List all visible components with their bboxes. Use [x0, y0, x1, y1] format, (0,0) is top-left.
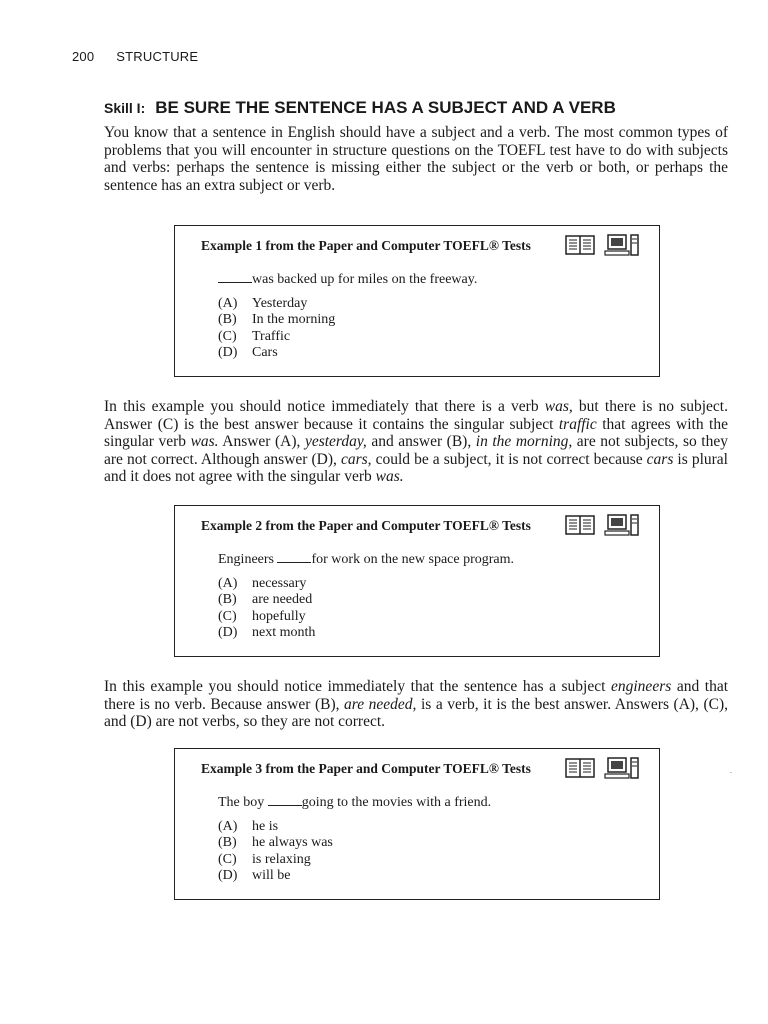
skill-heading — [104, 98, 616, 118]
running-header — [72, 49, 198, 64]
page-number: 200 — [72, 49, 95, 64]
paper-test-icon — [565, 757, 595, 779]
sentence-end: for work on the new space program. — [311, 552, 515, 567]
example-title: Example 2 from the Paper and Computer TOEFL® Tests — [201, 518, 531, 533]
example-sentence — [218, 795, 491, 811]
example-box-3 — [174, 748, 660, 900]
answer-option: (A) necessary — [218, 576, 307, 591]
explanation-paragraph-2: In this example you should notice immediately that the sentence has a subject engineers and that there is no verb. Because answer (B), are needed, is a verb, it is the best answer. Answers (A), (C), and (D) are not verbs, so they are not correct. — [104, 678, 729, 731]
sentence-end: was backed up for miles on the freeway. — [252, 272, 478, 287]
sentence-start: Engineers — [218, 552, 274, 567]
example-title: Example 3 from the Paper and Computer TOEFL® Tests — [201, 761, 531, 776]
answer-option: (B) are needed — [218, 592, 313, 608]
answer-option: (B) In the morning — [218, 312, 336, 328]
sentence-start: The boy — [218, 795, 265, 810]
stray-mark: · — [730, 770, 732, 777]
answer-options — [218, 819, 333, 884]
skill-label: Skill I: — [104, 100, 146, 116]
example-sentence — [218, 272, 477, 288]
example-title: Example 1 from the Paper and Computer TOEFL® Tests — [201, 238, 531, 253]
answer-option: (D) will be — [218, 867, 291, 883]
answer-option: (A) Yesterday — [218, 296, 308, 311]
intro-paragraph: You know that a sentence in English should have a subject and a verb. The most common types of problems that you will encounter in structure questions on the TOEFL test have to do with subjects and verbs: perhaps the sentence is missing either the subject or the verb or both, or perhaps the sentence has an extra subject or verb. — [104, 124, 728, 194]
answer-option: (C) Traffic — [218, 328, 291, 344]
computer-test-icon — [604, 514, 640, 536]
example-box-2 — [174, 505, 660, 657]
answer-option: (A) he is — [218, 819, 279, 834]
test-format-icons — [565, 757, 640, 779]
answer-option: (D) Cars — [218, 344, 278, 360]
test-format-icons — [565, 234, 640, 256]
answer-option: (C) is relaxing — [218, 851, 311, 867]
answer-option: (C) hopefully — [218, 608, 306, 624]
answer-options — [218, 576, 315, 641]
answer-option: (B) he always was — [218, 835, 333, 851]
answer-blank — [268, 795, 302, 806]
section-name: STRUCTURE — [116, 49, 199, 64]
sentence-end: going to the movies with a friend. — [301, 795, 492, 810]
example-sentence — [218, 552, 514, 568]
test-format-icons — [565, 514, 640, 536]
example-box-1 — [174, 225, 660, 377]
answer-blank — [277, 552, 311, 563]
skill-title: BE SURE THE SENTENCE HAS A SUBJECT AND A VERB — [155, 98, 616, 117]
answer-option: (D) next month — [218, 624, 316, 640]
paper-test-icon — [565, 514, 595, 536]
computer-test-icon — [604, 234, 640, 256]
paper-test-icon — [565, 234, 595, 256]
explanation-paragraph-1: In this example you should notice immediately that there is a verb was, but there is no subject. Answer (C) is the best answer because it contains the singular subject traffic that agrees with the singular verb was. Answer (A), yesterday, and answer (B), in the morning, are not subjects, so they are not correct. Although answer (D), cars, could be a subject, it is not correct because cars is plural and it does not agree with the singular verb was. — [104, 398, 728, 486]
answer-options — [218, 296, 335, 361]
answer-blank — [218, 272, 252, 283]
computer-test-icon — [604, 757, 640, 779]
